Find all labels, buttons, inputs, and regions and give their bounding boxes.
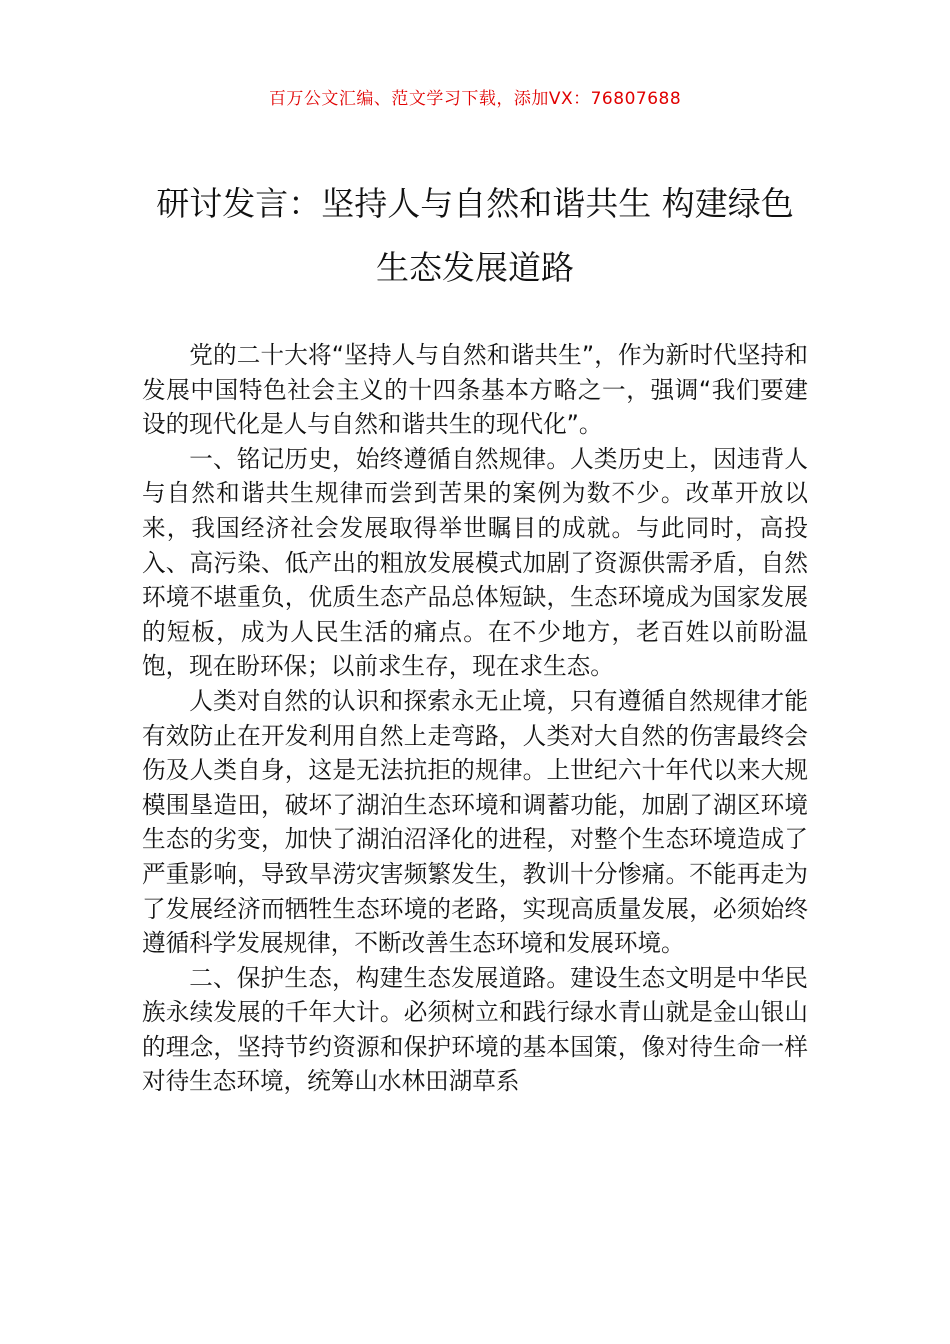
paragraph: 党的二十大将“坚持人与自然和谐共生”，作为新时代坚持和发展中国特色社会主义的十四条基本方略之一，强调“我们要建设的现代化是人与自然和谐共生的现代化”。 <box>142 341 808 439</box>
document-body <box>142 338 808 1099</box>
paragraph: 一、铭记历史，始终遵循自然规律。人类历史上，因违背人与自然和谐共生规律而尝到苦果的案例为数不少。改革开放以来，我国经济社会发展取得举世瞩目的成就。与此同时，高投入、高污染、低产出的粗放发展模式加剧了资源供需矛盾，自然环境不堪重负，优质生态产品总体短缺，生态环境成为国家发展的短板，成为人民生活的痛点。在不少地方，老百姓以前盼温饱，现在盼环保；以前求生存，现在求生态。 <box>142 444 808 681</box>
paragraph: 人类对自然的认识和探索永无止境，只有遵循自然规律才能有效防止在开发利用自然上走弯路，人类对大自然的伤害最终会伤及人类自身，这是无法抗拒的规律。上世纪六十年代以来大规模围垦造田，破坏了湖泊生态环境和调蓄功能，加剧了湖区环境生态的劣变，加快了湖泊沼泽化的进程，对整个生态环境造成了严重影响，导致旱涝灾害频繁发生，教训十分惨痛。不能再走为了发展经济而牺牲生态环境的老路，实现高质量发展，必须始终遵循科学发展规律，不断改善生态环境和发展环境。 <box>142 686 808 958</box>
paragraph: 二、保护生态，构建生态发展道路。建设生态文明是中华民族永续发展的千年大计。必须树立和践行绿水青山就是金山银山的理念，坚持节约资源和保护环境的基本国策，像对待生命一样对待生态环境，统筹山水林田湖草系 <box>142 963 808 1096</box>
document-title: 研讨发言：坚持人与自然和谐共生 构建绿色生态发展道路 <box>156 184 794 287</box>
header-watermark-note: 百万公文汇编、范文学习下载，添加VX：76807688 <box>268 89 682 109</box>
